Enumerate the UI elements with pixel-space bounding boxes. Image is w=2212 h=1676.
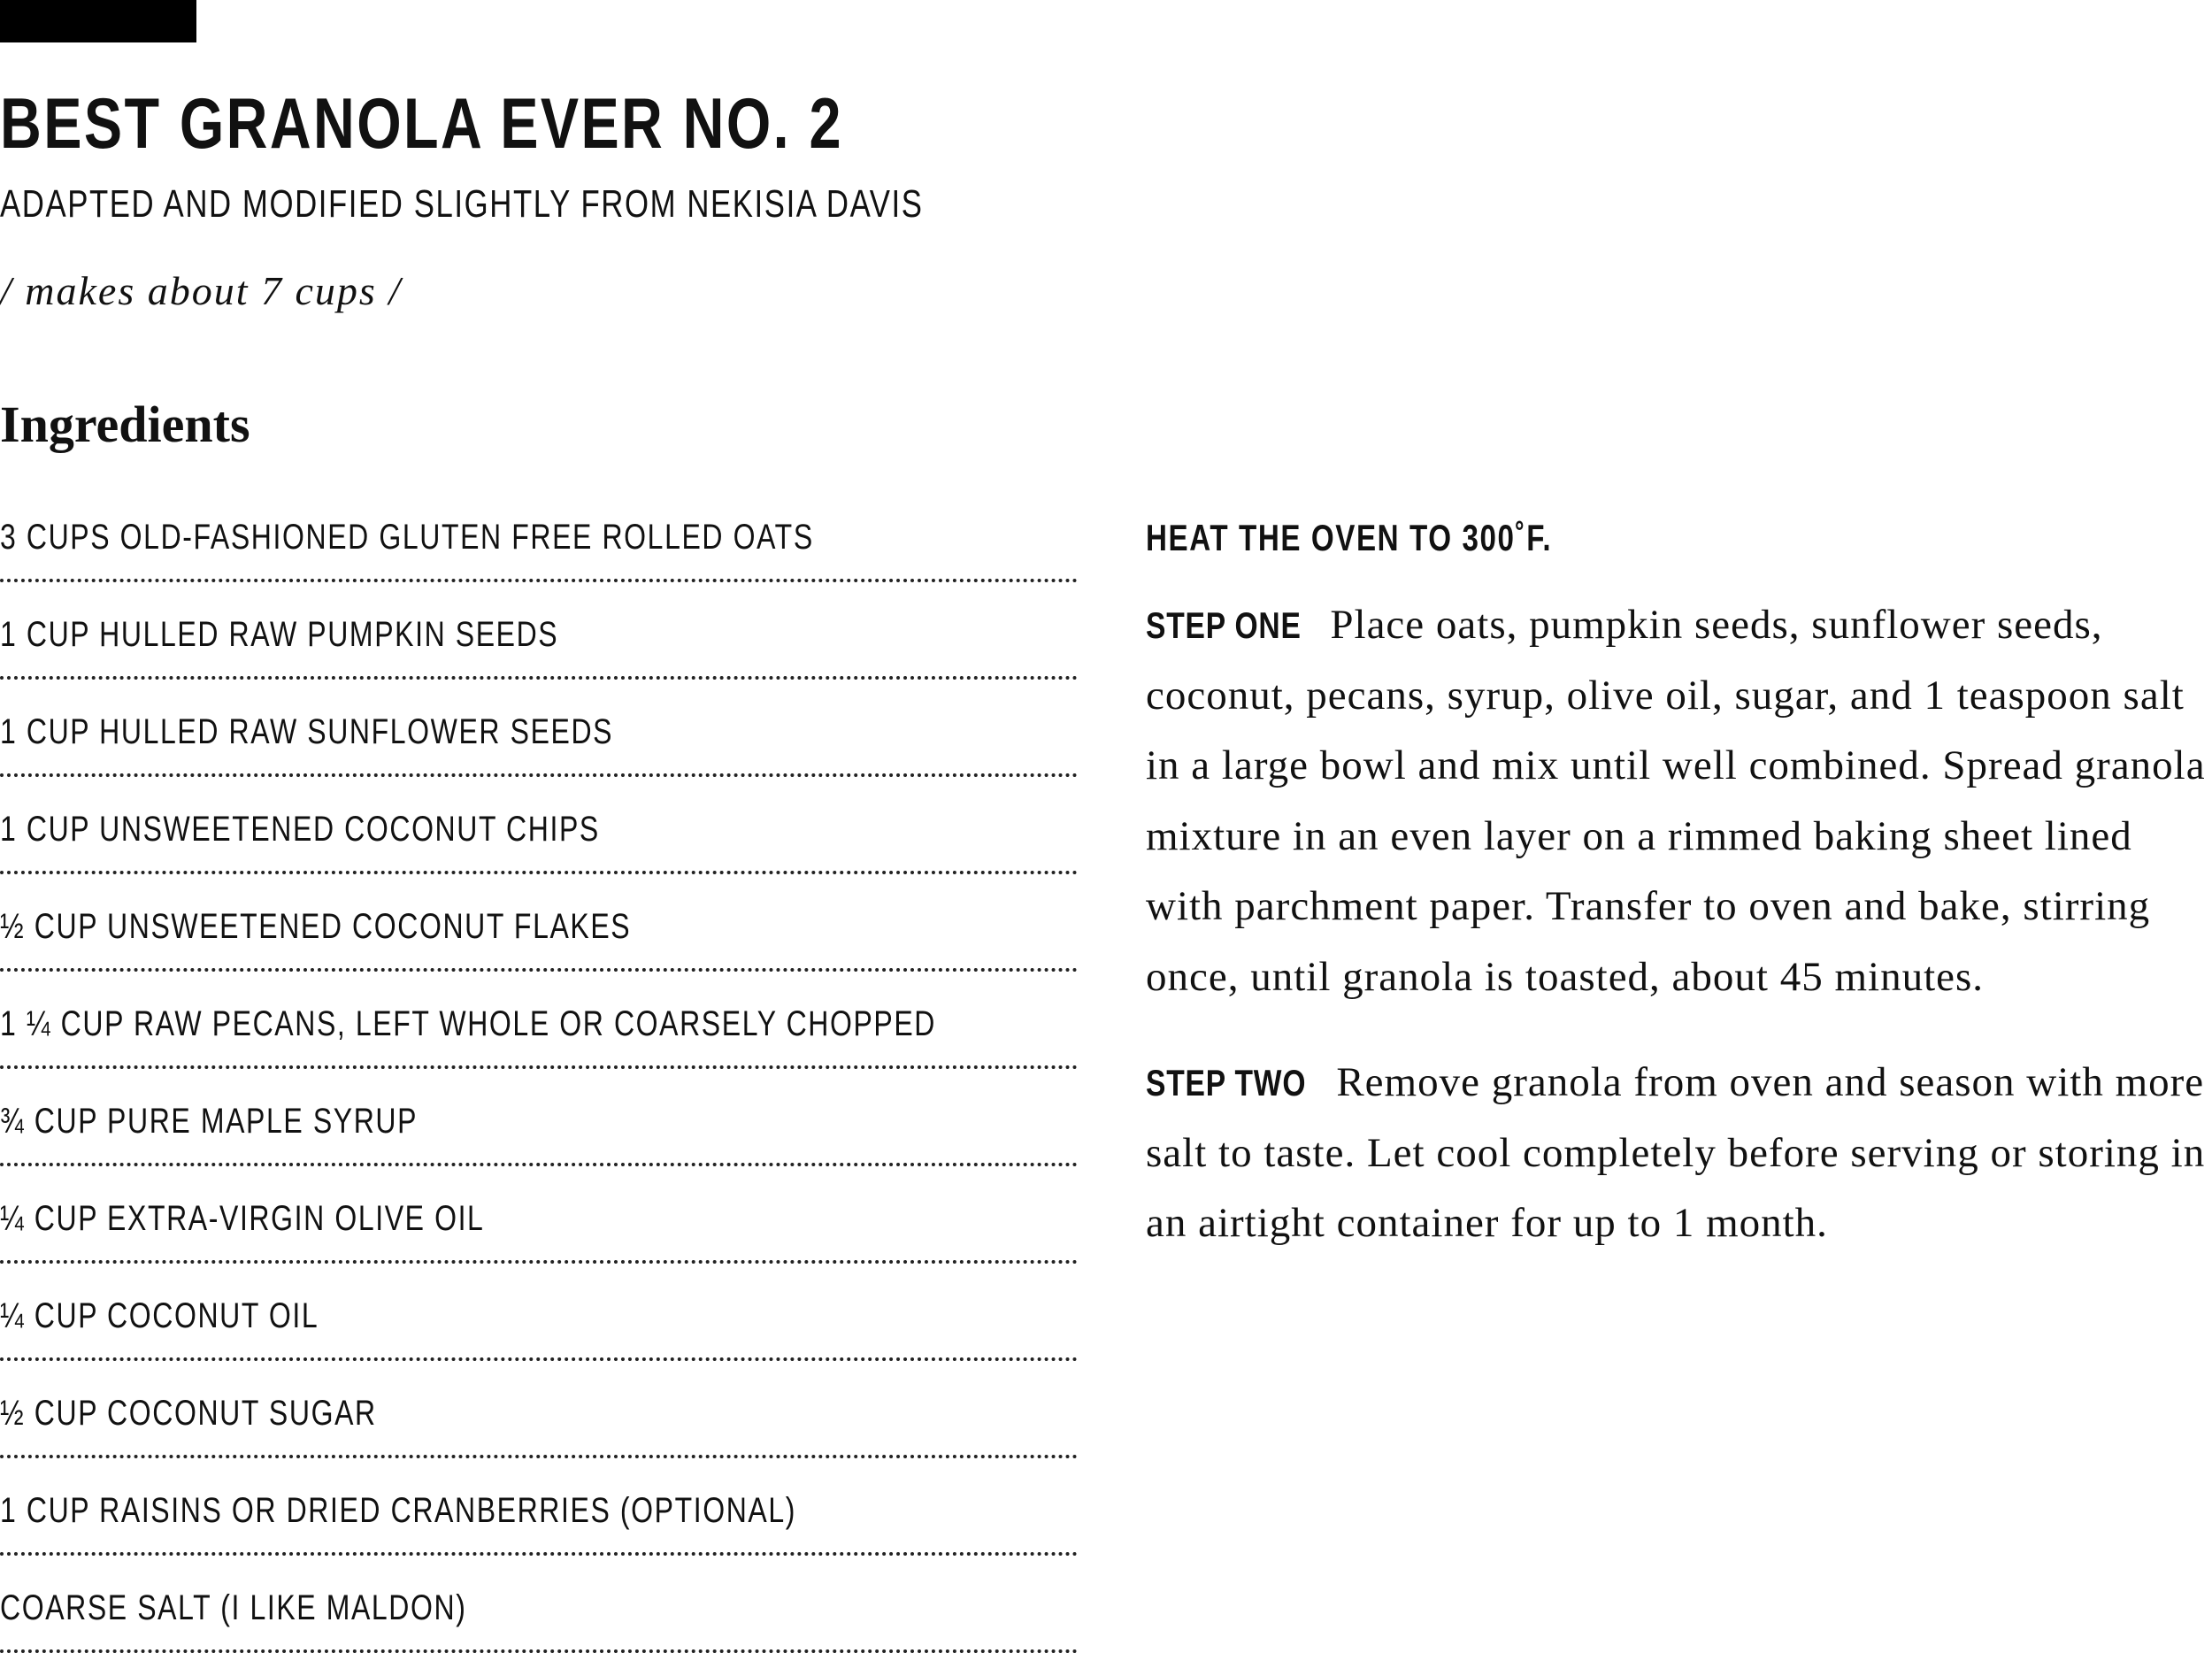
dotted-divider (0, 1163, 1078, 1166)
ingredients-list (0, 508, 1078, 1676)
ingredient-text: 1 CUP RAISINS OR DRIED CRANBERRIES (OPTIONAL) (0, 1491, 796, 1530)
ingredient-text: COARSE SALT (I LIKE MALDON) (0, 1588, 467, 1627)
step-two-text: Remove granola from oven and season with more salt to taste. Let cool completely before serving or storing in an airtight container for up to 1 month. (1146, 1059, 2206, 1246)
ingredient-text: 1 CUP HULLED RAW SUNFLOWER SEEDS (0, 712, 614, 751)
ingredient-text: ¼ CUP EXTRA-VIRGIN OLIVE OIL (0, 1199, 485, 1238)
ingredient-item (0, 1579, 1078, 1676)
ingredient-item (0, 800, 1078, 897)
ingredient-item (0, 1384, 1078, 1481)
ingredient-item (0, 1287, 1078, 1384)
recipe-title: BEST GRANOLA EVER NO. 2 (0, 84, 843, 164)
dotted-divider (0, 968, 1078, 972)
ingredient-text: 1 CUP HULLED RAW PUMPKIN SEEDS (0, 615, 559, 654)
dotted-divider (0, 1552, 1078, 1556)
dotted-divider (0, 1065, 1078, 1069)
ingredient-item (0, 703, 1078, 800)
step-two-label: STEP TWO (1146, 1062, 1307, 1103)
dotted-divider (0, 871, 1078, 874)
ingredient-text: 3 CUPS OLD-FASHIONED GLUTEN FREE ROLLED OATS (0, 518, 814, 557)
dotted-divider (0, 676, 1078, 680)
directions-section (1146, 509, 2212, 1259)
step-one-label: STEP ONE (1146, 604, 1302, 646)
dotted-divider (0, 1649, 1078, 1653)
oven-instruction: HEAT THE OVEN TO 300˚F. (1146, 517, 1553, 558)
ingredients-heading: Ingredients (0, 396, 250, 453)
ingredient-text: ½ CUP UNSWEETENED COCONUT FLAKES (0, 907, 632, 946)
ingredient-item (0, 995, 1078, 1092)
ingredient-item (0, 1189, 1078, 1287)
ingredient-text: ¼ CUP COCONUT OIL (0, 1296, 319, 1335)
ingredient-text: 1 ¼ CUP RAW PECANS, LEFT WHOLE OR COARSELY CHOPPED (0, 1004, 937, 1043)
step-one-paragraph (1146, 590, 2212, 1012)
ingredient-item (0, 1481, 1078, 1579)
decorative-top-bar (0, 0, 196, 42)
step-one-text: Place oats, pumpkin seeds, sunflower seeds, coconut, pecans, syrup, olive oil, sugar, and 1 teaspoon salt in a large bowl and mix until well combined. Spread granola mixture in an even layer on a rimmed baking sheet lined with parchment paper. Transfer to oven and bake, stirring once, until granola is toasted, about 45 minutes. (1146, 602, 2206, 1000)
ingredient-item (0, 508, 1078, 605)
ingredient-text: ¾ CUP PURE MAPLE SYRUP (0, 1102, 419, 1141)
dotted-divider (0, 1455, 1078, 1458)
recipe-yield: / makes about 7 cups / (0, 268, 403, 313)
dotted-divider (0, 1260, 1078, 1264)
step-two-paragraph (1146, 1048, 2212, 1259)
ingredient-text: 1 CUP UNSWEETENED COCONUT CHIPS (0, 810, 600, 849)
dotted-divider (0, 579, 1078, 582)
dotted-divider (0, 773, 1078, 777)
ingredient-item (0, 605, 1078, 703)
ingredient-item (0, 897, 1078, 995)
ingredient-item (0, 1092, 1078, 1189)
recipe-attribution: ADAPTED AND MODIFIED SLIGHTLY FROM NEKISIA DAVIS (0, 182, 924, 226)
ingredient-text: ½ CUP COCONUT SUGAR (0, 1394, 377, 1433)
dotted-divider (0, 1357, 1078, 1361)
